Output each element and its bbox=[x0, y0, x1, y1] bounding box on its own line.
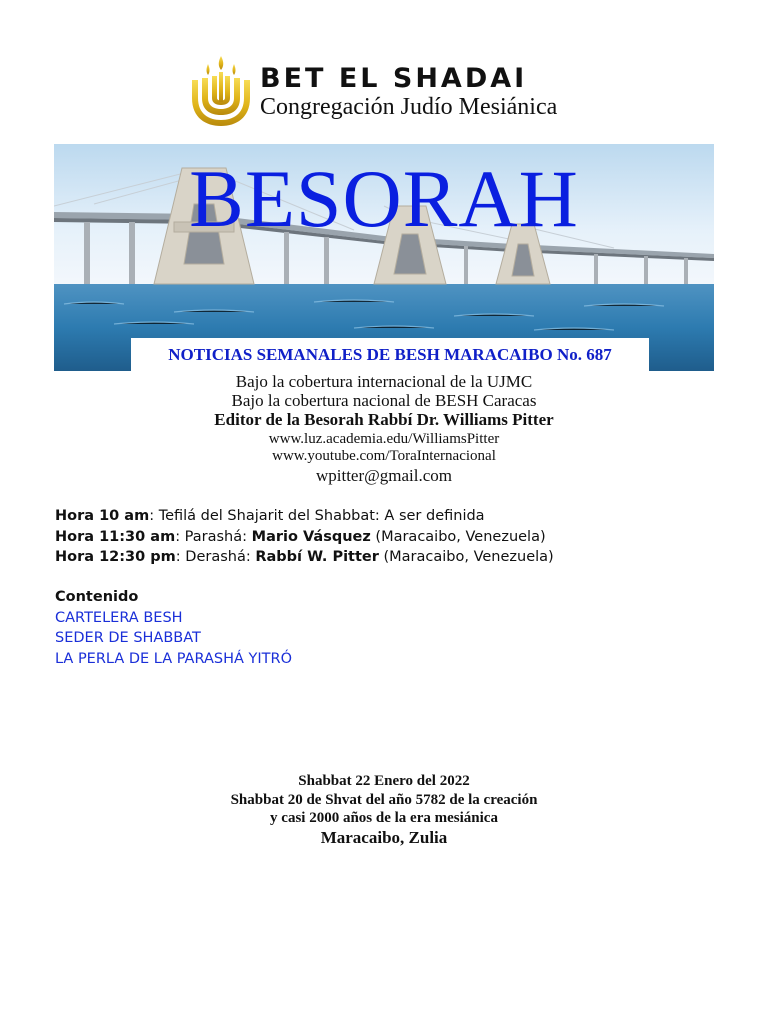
schedule-speaker: Rabbí W. Pitter bbox=[255, 549, 379, 565]
schedule-text: : Parashá: bbox=[175, 529, 252, 545]
date-location: Maracaibo, Zulia bbox=[320, 828, 448, 847]
banner bbox=[54, 144, 714, 371]
schedule-speaker: Mario Vásquez bbox=[251, 529, 371, 545]
coverage-international: Bajo la cobertura internacional de la UJMC bbox=[235, 372, 533, 391]
header-logo bbox=[188, 52, 608, 132]
toc-item-cartelera[interactable]: CARTELERA BESH bbox=[55, 610, 183, 626]
youtube-link[interactable]: www.youtube.com/ToraInternacional bbox=[272, 448, 496, 464]
schedule-item bbox=[55, 547, 554, 567]
schedule-item bbox=[55, 506, 485, 526]
org-subtitle: Congregación Judío Mesiánica bbox=[260, 94, 558, 120]
schedule-text: : Tefilá del Shajarit del Shabbat: A ser definida bbox=[149, 508, 485, 524]
date-hebrew: Shabbat 20 de Shvat del año 5782 de la creación bbox=[230, 792, 538, 808]
coverage-national: Bajo la cobertura nacional de BESH Caracas bbox=[231, 391, 537, 410]
schedule-time: Hora 10 am bbox=[55, 508, 150, 524]
org-name: BET EL SHADAI bbox=[260, 63, 528, 94]
schedule-item bbox=[55, 527, 546, 547]
toc-item-perla[interactable]: LA PERLA DE LA PARASHÁ YITRÓ bbox=[55, 651, 292, 667]
menorah-logo-icon bbox=[188, 52, 254, 130]
academia-link[interactable]: www.luz.academia.edu/WilliamsPitter bbox=[268, 431, 500, 447]
schedule-location: (Maracaibo, Venezuela) bbox=[378, 549, 554, 565]
schedule-text: : Derashá: bbox=[175, 549, 256, 565]
toc-item-seder[interactable]: SEDER DE SHABBAT bbox=[55, 630, 201, 646]
banner-title: BESORAH bbox=[189, 153, 579, 244]
contents-heading: Contenido bbox=[55, 589, 139, 605]
schedule-location: (Maracaibo, Venezuela) bbox=[370, 529, 546, 545]
banner-caption: NOTICIAS SEMANALES DE BESH MARACAIBO No. 687 bbox=[131, 338, 649, 371]
schedule-time: Hora 12:30 pm bbox=[55, 549, 176, 565]
schedule-time: Hora 11:30 am bbox=[55, 529, 176, 545]
editor-line: Editor de la Besorah Rabbí Dr. Williams Pitter bbox=[214, 410, 554, 429]
email-link[interactable]: wpitter@gmail.com bbox=[315, 466, 453, 485]
date-messianic: y casi 2000 años de la era mesiánica bbox=[270, 810, 498, 826]
date-gregorian: Shabbat 22 Enero del 2022 bbox=[298, 773, 470, 789]
